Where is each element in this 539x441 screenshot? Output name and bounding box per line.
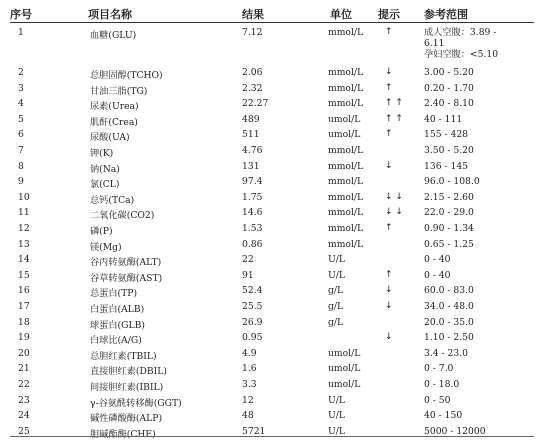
row-reference-range — [424, 348, 468, 359]
row-unit: mmol/L — [328, 191, 364, 203]
table-row — [0, 361, 539, 377]
row-reference-range — [424, 114, 462, 125]
row-result: 14.6 — [242, 207, 263, 219]
row-index: 13 — [18, 238, 30, 250]
row-result: 1.75 — [242, 191, 263, 203]
reference-line: 0 - 7.0 — [424, 363, 454, 375]
row-unit: mmol/L — [328, 145, 364, 156]
row-item-name: 尿酸(UA) — [90, 132, 130, 144]
row-tip-arrow: ↑ — [385, 82, 393, 93]
row-reference-range — [424, 270, 450, 281]
row-reference-range — [424, 207, 474, 218]
row-index: 10 — [18, 191, 30, 203]
reference-line: 0 - 40 — [424, 269, 451, 281]
row-item-name: 钾(K) — [90, 148, 114, 159]
row-reference-range — [424, 410, 462, 421]
reference-line: 34.0 - 48.0 — [424, 301, 474, 312]
header-divider — [10, 22, 534, 23]
row-index: 5 — [18, 113, 24, 125]
row-unit: mmol/L — [328, 223, 364, 234]
reference-line: 20.0 - 35.0 — [424, 316, 474, 328]
table-row — [0, 283, 539, 299]
row-item-name: 甘油三脂(TG) — [90, 85, 148, 97]
table-row — [0, 346, 539, 362]
row-unit: U/L — [328, 269, 345, 281]
row-unit: umol/L — [328, 363, 361, 375]
row-tip-arrow: ↑ ↑ — [385, 98, 403, 109]
row-index: 9 — [18, 176, 24, 188]
row-item-name: 直接胆红素(DBIL) — [90, 366, 167, 378]
row-result: 131 — [242, 160, 260, 172]
row-item-name: 总胆固醇(TCHO) — [90, 70, 163, 81]
row-item-name: 碱性磷酸酶(ALP) — [90, 413, 163, 425]
row-reference-range — [424, 67, 474, 78]
table-row — [0, 393, 539, 409]
row-index: 12 — [18, 223, 30, 234]
header-index: 序号 — [10, 8, 32, 21]
row-result: 22.27 — [242, 98, 269, 110]
row-reference-range — [424, 395, 450, 406]
row-result: 97.4 — [242, 176, 263, 188]
row-item-name: 白球比(A/G) — [90, 335, 142, 347]
row-result: 3.3 — [242, 379, 257, 390]
row-reference-range — [424, 192, 474, 203]
reference-line: 3.50 - 5.20 — [424, 145, 474, 156]
row-index: 23 — [18, 394, 30, 406]
table-row — [0, 65, 539, 81]
row-result: 22 — [242, 254, 254, 266]
table-row — [0, 330, 539, 346]
table-row — [0, 205, 539, 221]
row-result: 52.4 — [242, 285, 263, 297]
table-row — [0, 237, 539, 253]
table-header — [0, 0, 539, 22]
row-reference-range — [424, 285, 474, 296]
table-bottom-divider — [10, 436, 534, 437]
reference-line: 孕妇空腹：<5.10 — [424, 49, 499, 60]
row-reference-range — [424, 129, 468, 140]
row-reference-range — [424, 254, 450, 265]
row-index: 4 — [18, 98, 24, 110]
row-result: 4.76 — [242, 145, 263, 156]
header-result: 结果 — [242, 8, 264, 21]
reference-line: 0 - 50 — [424, 394, 451, 406]
row-item-name: 谷草转氨酶(AST) — [90, 272, 163, 284]
row-result: 2.06 — [242, 67, 263, 78]
row-item-name: 尿素(Urea) — [90, 101, 139, 113]
reference-line: 96.0 - 108.0 — [424, 176, 480, 188]
row-item-name: 镁(Mg) — [90, 241, 122, 253]
reference-line: 40 - 111 — [424, 113, 463, 125]
row-unit: U/L — [328, 394, 345, 406]
reference-line: 136 - 145 — [424, 160, 469, 172]
row-unit: U/L — [328, 410, 345, 422]
row-result: 0.86 — [242, 238, 263, 250]
table-row — [0, 159, 539, 175]
row-result: 511 — [242, 129, 260, 141]
reference-line: 成人空腹：3.89 - — [424, 27, 497, 38]
header-reference: 参考范围 — [424, 8, 468, 21]
row-index: 17 — [18, 301, 30, 312]
reference-line: 2.15 - 2.60 — [424, 191, 474, 203]
row-unit: mmol/L — [328, 27, 364, 38]
row-reference-range — [424, 27, 498, 60]
row-result: 12 — [242, 394, 254, 406]
row-result: 5721 — [242, 425, 266, 437]
row-tip-arrow: ↑ ↑ — [385, 113, 403, 124]
row-result: 1.6 — [242, 363, 257, 375]
row-item-name: 总蛋白(TP) — [90, 288, 138, 300]
row-tip-arrow: ↓ ↓ — [385, 191, 403, 202]
row-item-name: 胆碱酯酶(CHE) — [90, 428, 156, 440]
row-unit: mmol/L — [328, 98, 364, 110]
row-unit: umol/L — [328, 347, 361, 359]
row-index: 21 — [18, 363, 30, 375]
row-index: 25 — [18, 425, 30, 437]
header-tip: 提示 — [378, 8, 400, 21]
table-row — [0, 143, 539, 159]
row-reference-range — [424, 83, 474, 94]
row-unit: mmol/L — [328, 67, 364, 78]
row-item-name: 白蛋白(ALB) — [90, 304, 145, 315]
reference-line: 6.11 — [424, 38, 445, 49]
reference-line: 5000 - 12000 — [424, 425, 486, 437]
row-unit: umol/L — [328, 379, 361, 390]
row-item-name: 二氧化碳(CO2) — [90, 210, 155, 222]
reference-line: 22.0 - 29.0 — [424, 207, 474, 219]
row-result: 4.9 — [242, 347, 257, 359]
header-item-name: 项目名称 — [88, 8, 132, 21]
row-unit: umol/L — [328, 129, 361, 141]
row-index: 14 — [18, 254, 30, 266]
row-result: 1.53 — [242, 223, 263, 234]
reference-line: 0 - 40 — [424, 254, 451, 266]
row-item-name: 血糖(GLU) — [90, 30, 137, 41]
row-index: 6 — [18, 129, 24, 141]
reference-line: 3.4 - 23.0 — [424, 347, 469, 359]
table-row — [0, 377, 539, 393]
row-unit: g/L — [328, 285, 344, 297]
row-reference-range — [424, 145, 474, 156]
row-item-name: 钠(Na) — [90, 163, 120, 175]
row-unit: U/L — [328, 425, 345, 437]
table-row — [0, 127, 539, 143]
row-item-name: 肌酐(Crea) — [90, 116, 138, 128]
row-item-name: 谷丙转氨酶(ALT) — [90, 257, 162, 269]
row-index: 20 — [18, 347, 30, 359]
row-unit: U/L — [328, 254, 345, 266]
table-row — [0, 299, 539, 315]
row-tip-arrow: ↓ — [385, 160, 393, 171]
row-reference-range — [424, 301, 474, 312]
row-result: 2.32 — [242, 82, 263, 94]
row-unit: g/L — [328, 301, 344, 312]
row-tip-arrow: ↓ ↓ — [385, 207, 403, 218]
row-tip-arrow: ↓ — [385, 301, 393, 311]
row-tip-arrow: ↓ — [385, 332, 393, 343]
row-reference-range — [424, 223, 474, 234]
row-tip-arrow: ↑ — [385, 129, 393, 140]
reference-line: 3.00 - 5.20 — [424, 67, 474, 78]
row-reference-range — [424, 363, 453, 374]
reference-line: 40 - 150 — [424, 410, 463, 422]
row-item-name: 总胆红素(TBIL) — [90, 350, 157, 362]
row-unit: umol/L — [328, 113, 361, 125]
row-reference-range — [424, 317, 474, 328]
row-index: 2 — [18, 67, 24, 78]
row-index: 24 — [18, 410, 30, 422]
row-reference-range — [424, 161, 468, 172]
reference-line: 2.40 - 8.10 — [424, 98, 474, 110]
row-index: 1 — [18, 27, 24, 38]
row-index: 16 — [18, 285, 30, 297]
row-index: 15 — [18, 269, 30, 281]
table-row — [0, 252, 539, 268]
reference-line: 60.0 - 83.0 — [424, 285, 474, 297]
table-row — [0, 96, 539, 112]
table-row — [0, 190, 539, 206]
table-row — [0, 112, 539, 128]
table-row — [0, 424, 539, 440]
row-item-name: 总钙(TCa) — [90, 194, 135, 206]
reference-line: 0 - 18.0 — [424, 379, 460, 390]
row-item-name: γ-谷氨酰转移酶(GGT) — [90, 397, 182, 409]
row-reference-range — [424, 332, 474, 343]
reference-line: 0.65 - 1.25 — [424, 238, 474, 250]
reference-line: 1.10 - 2.50 — [424, 332, 474, 344]
row-result: 91 — [242, 269, 254, 281]
row-result: 25.5 — [242, 301, 263, 312]
row-result: 7.12 — [242, 27, 263, 38]
table-row — [0, 221, 539, 237]
row-unit: mmol/L — [328, 160, 364, 172]
reference-line: 0.20 - 1.70 — [424, 82, 474, 94]
table-row — [0, 268, 539, 284]
row-unit: mmol/L — [328, 238, 364, 250]
row-index: 19 — [18, 332, 30, 344]
table-row — [0, 81, 539, 97]
row-tip-arrow: ↓ — [385, 285, 393, 296]
row-unit: g/L — [328, 316, 344, 328]
row-result: 489 — [242, 113, 260, 125]
row-result: 48 — [242, 410, 254, 422]
row-reference-range — [424, 239, 474, 250]
table-row — [0, 315, 539, 331]
row-reference-range — [424, 98, 474, 109]
row-unit: mmol/L — [328, 207, 364, 219]
row-reference-range — [424, 176, 480, 187]
row-index: 3 — [18, 82, 24, 94]
row-index: 18 — [18, 316, 30, 328]
row-result: 0.95 — [242, 332, 263, 344]
row-tip-arrow: ↓ — [385, 67, 393, 77]
row-index: 11 — [18, 207, 30, 219]
reference-line: 155 - 428 — [424, 129, 469, 141]
row-result: 26.9 — [242, 316, 263, 328]
row-unit: mmol/L — [328, 176, 364, 188]
row-index: 22 — [18, 379, 30, 390]
row-item-name: 球蛋白(GLB) — [90, 319, 145, 331]
table-row — [0, 408, 539, 424]
row-index: 8 — [18, 160, 24, 172]
row-reference-range — [424, 379, 459, 390]
row-tip-arrow: ↑ — [385, 27, 393, 37]
row-index: 7 — [18, 145, 24, 156]
row-unit: mmol/L — [328, 82, 364, 94]
row-item-name: 磷(P) — [90, 226, 113, 237]
row-tip-arrow: ↑ — [385, 223, 393, 233]
reference-line: 0.90 - 1.34 — [424, 223, 474, 234]
row-item-name: 氯(CL) — [90, 179, 120, 191]
table-row — [0, 25, 539, 60]
row-tip-arrow: ↑ — [385, 269, 393, 280]
header-unit: 单位 — [330, 8, 352, 21]
row-item-name: 间接胆红素(IBIL) — [90, 382, 164, 393]
table-row — [0, 174, 539, 190]
